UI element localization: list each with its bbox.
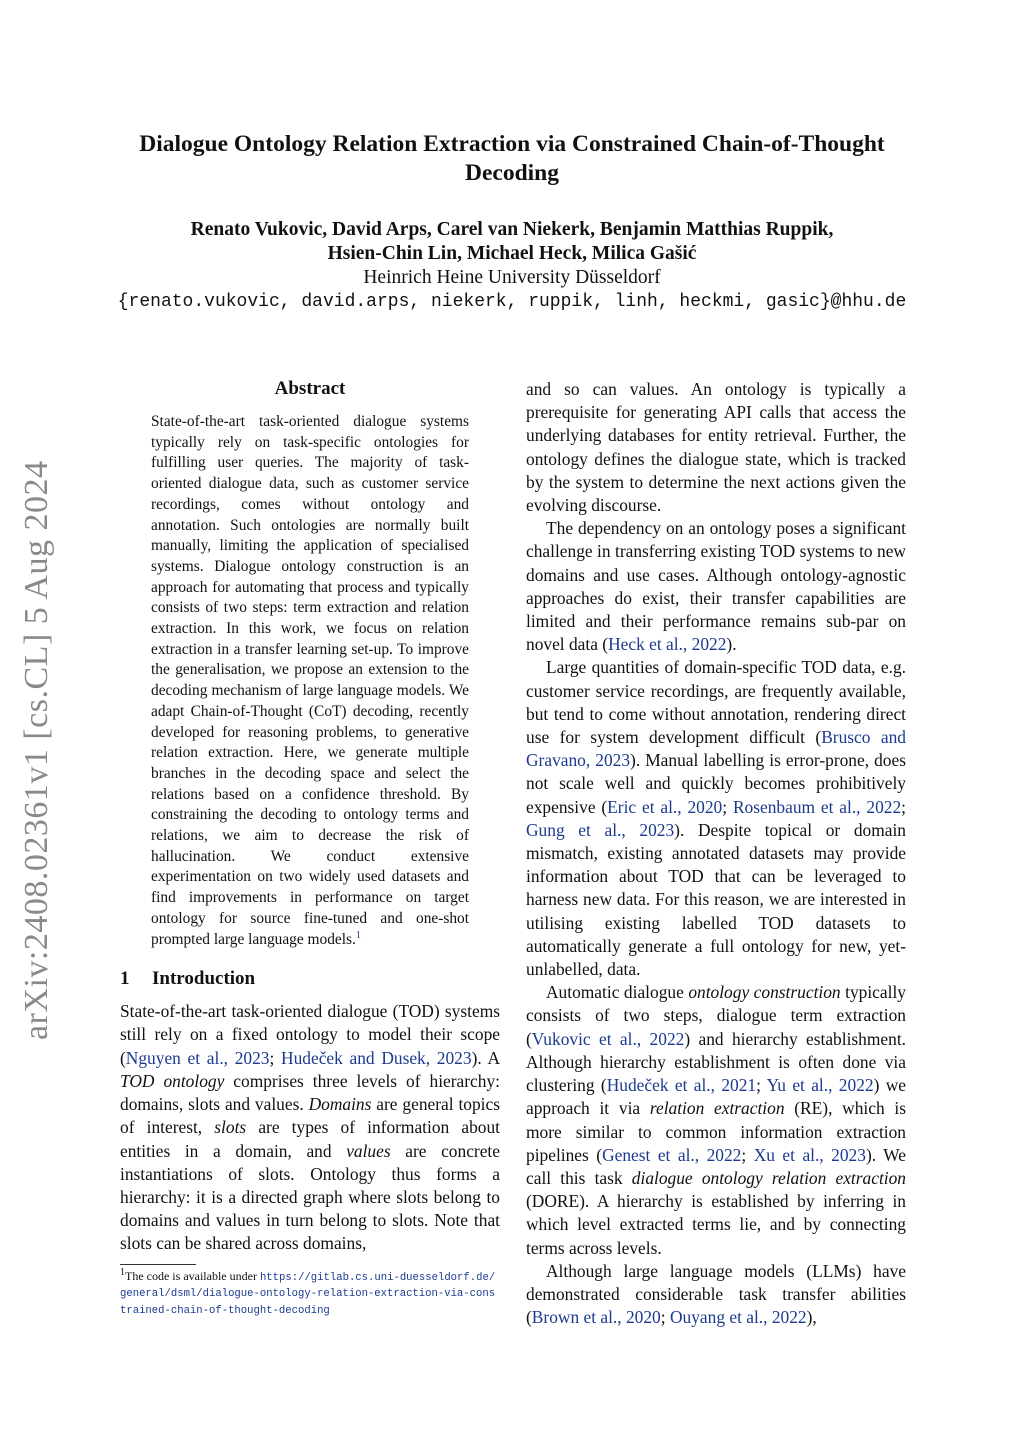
emphasis: values [346,1140,391,1161]
left-column [120,378,500,1318]
citation-link[interactable]: Hudeček et al., 2021 [606,1075,757,1096]
text-run: comprises three levels of hierarchy: domains, slots and values. [120,1070,500,1115]
text-run: ; [901,796,906,817]
text-run: ). Manual labelling is error-prone, does not scale well and quickly becomes prohibitively expensive ( [526,750,906,817]
citation-link[interactable]: Heck et al., 2022 [608,634,727,655]
right-column [526,378,906,1329]
right-paragraph-1: and so can values. An ontology is typically a prerequisite for generating API calls that access the underlying databases for entity retrieval. Further, the ontology defines the dialogue state, which is tracked by the system to determine the next actions given the evolving discourse. [526,379,906,516]
text-run: typically consists of two steps, dialogue term extraction ( [526,982,906,1049]
text-run: ) and hierarchy establishment. Although hierarchy establishment is often done via clustering ( [526,1028,906,1096]
emphasis: dialogue ontology relation extraction [631,1167,906,1188]
footnote-number: 1 [120,1266,125,1278]
affiliation: Heinrich Heine University Düsseldorf [363,267,661,288]
emphasis: Domains [308,1094,372,1115]
text-run: ). A [471,1047,501,1068]
text-run: Large quantities of domain-specific TOD data, e.g. customer service recordings, are frequently available, but tend to come without annotation, rendering direct use for system development difficult ( [526,657,906,748]
text-run: ). [726,634,737,655]
text-run: are general topics of interest, [120,1094,500,1138]
text-run: are concrete instantiations of slots. Ontology thus forms a hierarchy: it is a directed graph where slots belong to domains and values in turn belong to slots. Note that slots can be shared across domains, [120,1140,500,1254]
abstract-body: State-of-the-art task-oriented dialogue systems typically rely on task-specific ontologies for fulfilling user queries. The majority of task-oriented dialogue data, such as customer service recordings, comes without ontology and annotation. Such ontologies are normally built manually, limiting the application of specialised systems. Dialogue ontology construction is an approach for automating that process and typically consists of two steps: term extraction and relation extraction. In this work, we focus on relation extraction in a transfer learning set-up. To improve the generalisation, we propose an extension to the decoding mechanism of large language models. We adapt Chain-of-Thought (CoT) decoding, recently developed for reasoning problems, to generative relation extraction. Here, we generate multiple branches in the decoding space and select the relations based on a confidence threshold. By constraining the decoding to ontology terms and relations, we aim to decrease the risk of hallucination. We conduct extensive experimentation on two widely used datasets and find improvements in performance on target ontology for source fine-tuned and one-shot prompted large language models. [151,413,469,948]
right-paragraph-4 [526,981,906,1259]
emphasis: TOD ontology [120,1070,225,1091]
text-run: Automatic dialogue [546,982,689,1003]
text-run: Although large language models (LLMs) have demonstrated considerable task transfer abilities ( [526,1260,906,1328]
abstract-text [151,412,469,950]
citation-link[interactable]: Eric et al., 2020 [607,796,723,817]
text-run: (DORE). A hierarchy is established by inferring in which level extracted terms lie, and by connecting terms across levels. [526,1191,906,1258]
author-emails: {renato.vukovic, david.arps, niekerk, ruppik, linh, heckmi, gasic}@hhu.de [117,292,907,312]
text-run: ; [269,1047,282,1068]
right-paragraph-5 [526,1260,906,1330]
authors-line-2: Hsien-Chin Lin, Michael Heck, Milica Gašić [327,243,697,264]
author-list [100,218,924,266]
citation-link[interactable]: Hudeček and Dusek, 2023 [281,1047,472,1068]
footnote-url-link[interactable]: https://gitlab.cs.uni-duesseldorf.de/general/dsml/dialogue-ontology-relation-extraction-via-constrained-chain-of-thought-decoding [120,1271,496,1317]
footnote-divider [120,1264,196,1265]
text-run: ) we approach it via [526,1075,907,1119]
citation-link[interactable]: Rosenbaum et al., 2022 [732,796,902,817]
abstract-heading: Abstract [274,378,346,399]
citation-link[interactable]: Vukovic et al., 2022 [531,1028,685,1049]
citation-link[interactable]: Nguyen et al., 2023 [125,1047,270,1068]
footnote-text: The code is available under [125,1268,260,1283]
text-run: (RE), which is more similar to common information extraction pipelines ( [526,1098,906,1165]
text-run: ; [756,1075,767,1096]
text-run: ), [806,1307,817,1328]
text-run: The dependency on an ontology poses a significant challenge in transferring existing TOD systems to new domains and use cases. Although ontology-agnostic approaches do exist, their transfer capabilities are limited and their performance remains sub-par on novel data ( [526,518,906,655]
text-run: are types of information about entities in a domain, and [120,1117,500,1161]
section-heading-introduction [120,968,500,990]
paper-header [100,130,924,315]
text-run: ; [722,796,733,817]
citation-link[interactable]: Genest et al., 2022 [602,1144,742,1165]
right-paragraph-2 [526,517,906,656]
citation-link[interactable]: Xu et al., 2023 [753,1144,866,1165]
paper-title: Dialogue Ontology Relation Extraction via Constrained Chain-of-Thought Decoding [139,131,885,186]
emphasis: relation extraction [649,1098,785,1119]
text-run: ). Despite topical or domain mismatch, existing annotated datasets may provide information about TOD that can be leveraged to harness new data. For this reason, we are interested in utilising existing labelled TOD datasets to automatically generate a full ontology for new, yet-unlabelled, data. [526,819,906,980]
citation-link[interactable]: Yu et al., 2022 [766,1075,874,1096]
citation-link[interactable]: Ouyang et al., 2022 [669,1307,807,1328]
authors-line-1: Renato Vukovic, David Arps, Carel van Niekerk, Benjamin Matthias Ruppik, [190,219,834,240]
text-run: State-of-the-art task-oriented dialogue (TOD) systems still rely on a fixed ontology to model their scope ( [120,1001,500,1068]
right-paragraph-3 [526,656,906,981]
text-run: ; [660,1307,670,1328]
text-run: ). We call this task [526,1144,906,1188]
citation-link[interactable]: Brown et al., 2020 [531,1307,661,1328]
text-run: ; [741,1144,754,1165]
emphasis: ontology construction [688,982,841,1003]
citation-link[interactable]: Gung et al., 2023 [526,819,675,840]
intro-paragraph-1 [120,1000,500,1255]
citation-link[interactable]: Brusco and Gravano, 2023 [526,727,907,771]
footnote-marker[interactable]: 1 [355,929,361,941]
section-number: 1 [120,968,130,990]
arxiv-stamp: arXiv:2408.02361v1 [cs.CL] 5 Aug 2024 [18,460,55,1040]
section-title: Introduction [152,968,256,990]
footnote [120,1266,500,1319]
emphasis: slots [214,1117,247,1138]
